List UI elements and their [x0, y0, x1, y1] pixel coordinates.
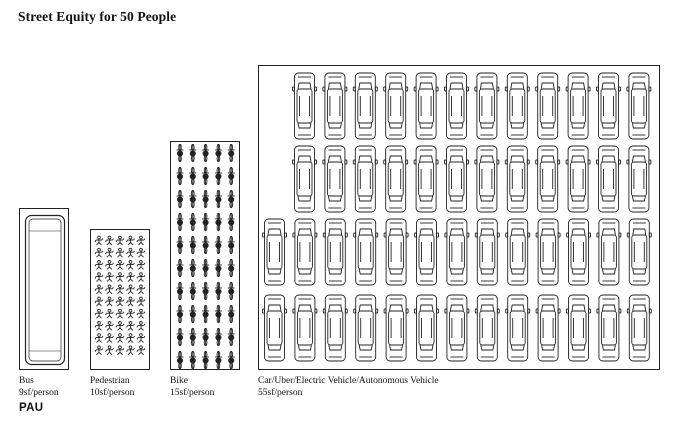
car-icon [293, 146, 317, 212]
bicycle-icon [189, 167, 196, 185]
car-icon [506, 219, 530, 285]
pedestrian-icon [116, 285, 124, 294]
pedestrian-icon [95, 346, 103, 355]
bicycle-icon [202, 190, 209, 208]
car-icon [415, 219, 439, 285]
pedestrian-icon [116, 273, 124, 282]
pedestrian-icon [106, 297, 114, 306]
pedestrian-icon [127, 236, 135, 245]
car-icon [293, 295, 317, 361]
bicycle-group [171, 142, 240, 370]
car-icon [475, 146, 499, 212]
pedestrian-icon [106, 309, 114, 318]
car-icon [505, 73, 529, 139]
bicycle-icon [202, 144, 209, 162]
bicycle-icon [189, 213, 196, 231]
car-icon [323, 219, 347, 285]
car-icon [445, 73, 469, 139]
pedestrian-icon [116, 261, 124, 270]
car-icon [475, 73, 499, 139]
bicycle-icon [177, 351, 184, 369]
car-icon [627, 73, 651, 139]
bike-caption [170, 376, 214, 399]
car-icon [384, 219, 408, 285]
pedestrian-icon [95, 322, 103, 331]
car-icon [323, 295, 347, 361]
pedestrian-icon [137, 285, 145, 294]
bicycle-icon [228, 328, 235, 346]
bus-caption [19, 376, 59, 399]
car-icon [597, 219, 621, 285]
bicycle-icon [177, 328, 184, 346]
page-title: Street Equity for 50 People [18, 9, 177, 24]
bicycle-icon [189, 190, 196, 208]
pedestrian-icon [116, 334, 124, 343]
car-area: 55sf/person [258, 387, 303, 398]
pedestrian-icon [95, 297, 103, 306]
car-icon [567, 219, 591, 285]
bicycle-icon [189, 236, 196, 254]
car-panel [258, 65, 660, 370]
bicycle-icon [215, 328, 222, 346]
bicycle-icon [202, 351, 209, 369]
car-icon [384, 73, 408, 139]
bicycle-icon [189, 328, 196, 346]
bicycle-icon [177, 259, 184, 277]
bicycle-icon [228, 236, 235, 254]
bicycle-icon [228, 259, 235, 277]
bicycle-icon [202, 328, 209, 346]
pedestrian-icon [127, 297, 135, 306]
pedestrian-icon [137, 273, 145, 282]
pedestrian-icon [137, 346, 145, 355]
bicycle-icon [215, 213, 222, 231]
car-label: Car/Uber/Electric Vehicle/Autonomous Vehicle [258, 376, 439, 386]
car-icon [384, 295, 408, 361]
car-icon [627, 295, 651, 361]
bicycle-icon [189, 259, 196, 277]
car-icon [384, 146, 408, 212]
pedestrian-icon [106, 261, 114, 270]
car-icon [567, 295, 591, 361]
bicycle-icon [228, 167, 235, 185]
bicycle-icon [215, 144, 222, 162]
pedestrian-group [91, 230, 150, 370]
bicycle-icon [177, 236, 184, 254]
bicycle-icon [215, 190, 222, 208]
pedestrian-icon [116, 297, 124, 306]
pedestrian-icon [116, 248, 124, 257]
bicycle-icon [215, 167, 222, 185]
car-icon [536, 146, 560, 212]
bicycle-icon [202, 305, 209, 323]
bike-label: Bike [170, 376, 188, 386]
pedestrian-icon [127, 285, 135, 294]
pedestrian-icon [137, 334, 145, 343]
pedestrian-icon [95, 236, 103, 245]
bicycle-icon [228, 305, 235, 323]
car-icon [263, 219, 287, 285]
car-icon [414, 146, 438, 212]
pedestrian-icon [106, 322, 114, 331]
bicycle-icon [202, 282, 209, 300]
bike-panel [170, 141, 240, 370]
bicycle-icon [189, 351, 196, 369]
car-icon [354, 219, 378, 285]
car-icon [597, 295, 621, 361]
pedestrian-icon [137, 261, 145, 270]
car-icon [445, 219, 469, 285]
pedestrian-caption [90, 376, 134, 399]
bicycle-icon [215, 351, 222, 369]
bicycle-icon [202, 236, 209, 254]
bicycle-icon [177, 305, 184, 323]
pedestrian-icon [116, 322, 124, 331]
bicycle-icon [228, 144, 235, 162]
car-icon [566, 146, 590, 212]
car-icon [506, 295, 530, 361]
bus-area: 9sf/person [19, 387, 59, 398]
car-icon [323, 73, 347, 139]
pedestrian-icon [106, 285, 114, 294]
bicycle-icon [177, 144, 184, 162]
car-icon [353, 73, 377, 139]
car-icon [536, 295, 560, 361]
car-icon [475, 295, 499, 361]
bicycle-icon [177, 282, 184, 300]
pau-logo: PAU [19, 402, 44, 414]
car-caption [258, 376, 439, 399]
pedestrian-icon [95, 273, 103, 282]
bicycle-icon [215, 259, 222, 277]
car-icon [627, 146, 651, 212]
pedestrian-label: Pedestrian [90, 376, 130, 386]
pedestrian-icon [127, 346, 135, 355]
pedestrian-icon [106, 334, 114, 343]
pedestrian-icon [95, 309, 103, 318]
car-group [259, 66, 660, 370]
car-icon [414, 73, 438, 139]
pedestrian-icon [127, 322, 135, 331]
car-icon [627, 219, 651, 285]
bicycle-icon [202, 167, 209, 185]
car-icon [353, 146, 377, 212]
car-icon [293, 73, 317, 139]
pedestrian-icon [95, 248, 103, 257]
pedestrian-icon [106, 236, 114, 245]
pedestrian-icon [116, 236, 124, 245]
car-icon [445, 146, 469, 212]
pedestrian-icon [95, 261, 103, 270]
pedestrian-icon [116, 309, 124, 318]
pedestrian-icon [127, 273, 135, 282]
pedestrian-icon [137, 309, 145, 318]
bicycle-icon [202, 259, 209, 277]
pedestrian-icon [137, 248, 145, 257]
bicycle-icon [228, 351, 235, 369]
bicycle-icon [228, 190, 235, 208]
pedestrian-icon [106, 273, 114, 282]
car-icon [505, 146, 529, 212]
car-icon [536, 73, 560, 139]
car-icon [597, 146, 621, 212]
bicycle-icon [189, 305, 196, 323]
bicycle-icon [202, 213, 209, 231]
car-icon [415, 295, 439, 361]
car-icon [475, 219, 499, 285]
car-icon [323, 146, 347, 212]
car-icon [536, 219, 560, 285]
car-icon [566, 73, 590, 139]
car-icon [293, 219, 317, 285]
pedestrian-area: 10sf/person [90, 387, 135, 398]
pedestrian-icon [137, 236, 145, 245]
pedestrian-icon [116, 346, 124, 355]
bike-area: 15sf/person [170, 387, 215, 398]
pedestrian-icon [137, 297, 145, 306]
bicycle-icon [177, 190, 184, 208]
bicycle-icon [228, 282, 235, 300]
bicycle-icon [177, 167, 184, 185]
bicycle-icon [215, 282, 222, 300]
pedestrian-icon [127, 334, 135, 343]
bus-panel [19, 208, 69, 370]
bicycle-icon [228, 213, 235, 231]
car-icon [354, 295, 378, 361]
bicycle-icon [189, 144, 196, 162]
pedestrian-icon [127, 261, 135, 270]
bicycle-icon [189, 282, 196, 300]
car-icon [445, 295, 469, 361]
bus-icon [20, 209, 69, 370]
pedestrian-icon [137, 322, 145, 331]
bicycle-icon [215, 305, 222, 323]
pedestrian-icon [95, 285, 103, 294]
bicycle-icon [215, 236, 222, 254]
car-icon [263, 295, 287, 361]
pedestrian-icon [127, 309, 135, 318]
pedestrian-icon [95, 334, 103, 343]
car-icon [597, 73, 621, 139]
pedestrian-icon [106, 346, 114, 355]
bus-label: Bus [19, 376, 34, 386]
pedestrian-panel [90, 229, 150, 370]
bicycle-icon [177, 213, 184, 231]
pedestrian-icon [127, 248, 135, 257]
pedestrian-icon [106, 248, 114, 257]
